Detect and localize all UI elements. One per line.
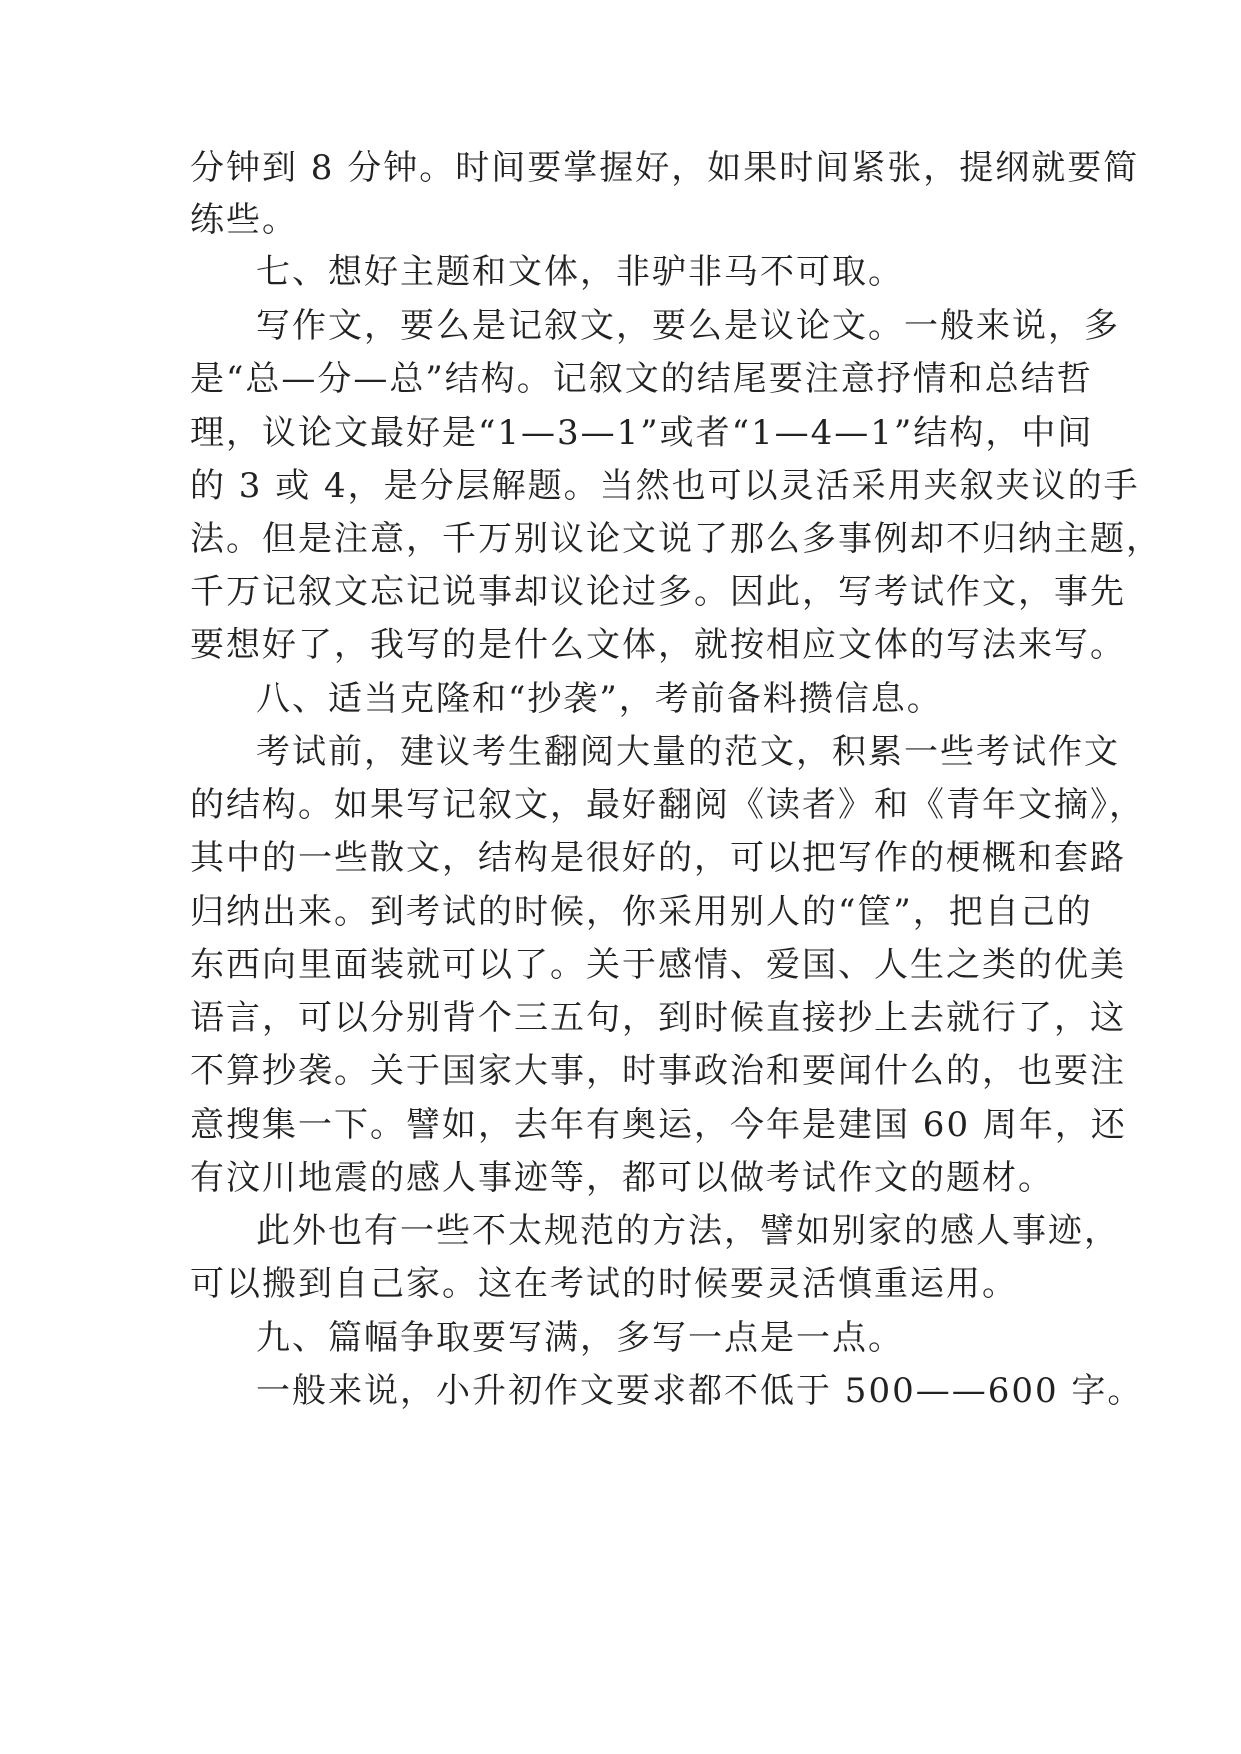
text-line-19: 意搜集一下。譬如，去年有奥运，今年是建国 60 周年，还 [190, 1105, 1127, 1145]
text-line-18: 不算抄袭。关于国家大事，时事政治和要闻什么的，也要注 [190, 1051, 1126, 1091]
text-line-2: 练些。 [190, 200, 298, 240]
text-line-1: 分钟到 8 分钟。时间要掌握好，如果时间紧张，提纲就要简 [190, 148, 1140, 188]
section-heading-9: 九、篇幅争取要写满，多写一点是一点。 [256, 1318, 904, 1358]
text-line-14: 其中的一些散文，结构是很好的，可以把写作的梗概和套路 [190, 838, 1126, 878]
text-line-21: 此外也有一些不太规范的方法，譬如别家的感人事迹， [256, 1211, 1120, 1251]
text-line-4: 写作文，要么是记叙文，要么是议论文。一般来说，多 [256, 306, 1120, 346]
text-line-5: 是“总—分—总”结构。记叙文的结尾要注意抒情和总结哲 [190, 359, 1093, 399]
text-line-16: 东西向里面装就可以了。关于感情、爱国、人生之类的优美 [190, 945, 1126, 985]
text-line-13: 的结构。如果写记叙文，最好翻阅《读者》和《青年文摘》， [190, 785, 1145, 825]
section-heading-8: 八、适当克隆和“抄袭”，考前备料攒信息。 [256, 679, 943, 719]
text-line-24: 一般来说，小升初作文要求都不低于 500——600 字。 [256, 1371, 1144, 1411]
text-line-7: 的 3 或 4，是分层解题。当然也可以灵活采用夹叙夹议的手 [190, 466, 1140, 506]
text-line-6: 理，议论文最好是“1—3—1”或者“1—4—1”结构，中间 [190, 413, 1094, 453]
text-line-17: 语言，可以分别背个三五句，到时候直接抄上去就行了，这 [190, 998, 1126, 1038]
text-line-9: 千万记叙文忘记说事却议论过多。因此，写考试作文，事先 [190, 572, 1126, 612]
text-line-22: 可以搬到自己家。这在考试的时候要灵活慎重运用。 [190, 1264, 1018, 1304]
text-line-12: 考试前，建议考生翻阅大量的范文，积累一些考试作文 [256, 732, 1120, 772]
section-heading-7: 七、想好主题和文体，非驴非马不可取。 [256, 252, 904, 292]
text-line-8: 法。但是注意，千万别议论文说了那么多事例却不归纳主题， [190, 519, 1162, 559]
text-line-20: 有汶川地震的感人事迹等，都可以做考试作文的题材。 [190, 1158, 1054, 1198]
text-line-15: 归纳出来。到考试的时候，你采用别人的“筐”，把自己的 [190, 892, 1093, 932]
text-line-10: 要想好了，我写的是什么文体，就按相应文体的写法来写。 [190, 625, 1126, 665]
